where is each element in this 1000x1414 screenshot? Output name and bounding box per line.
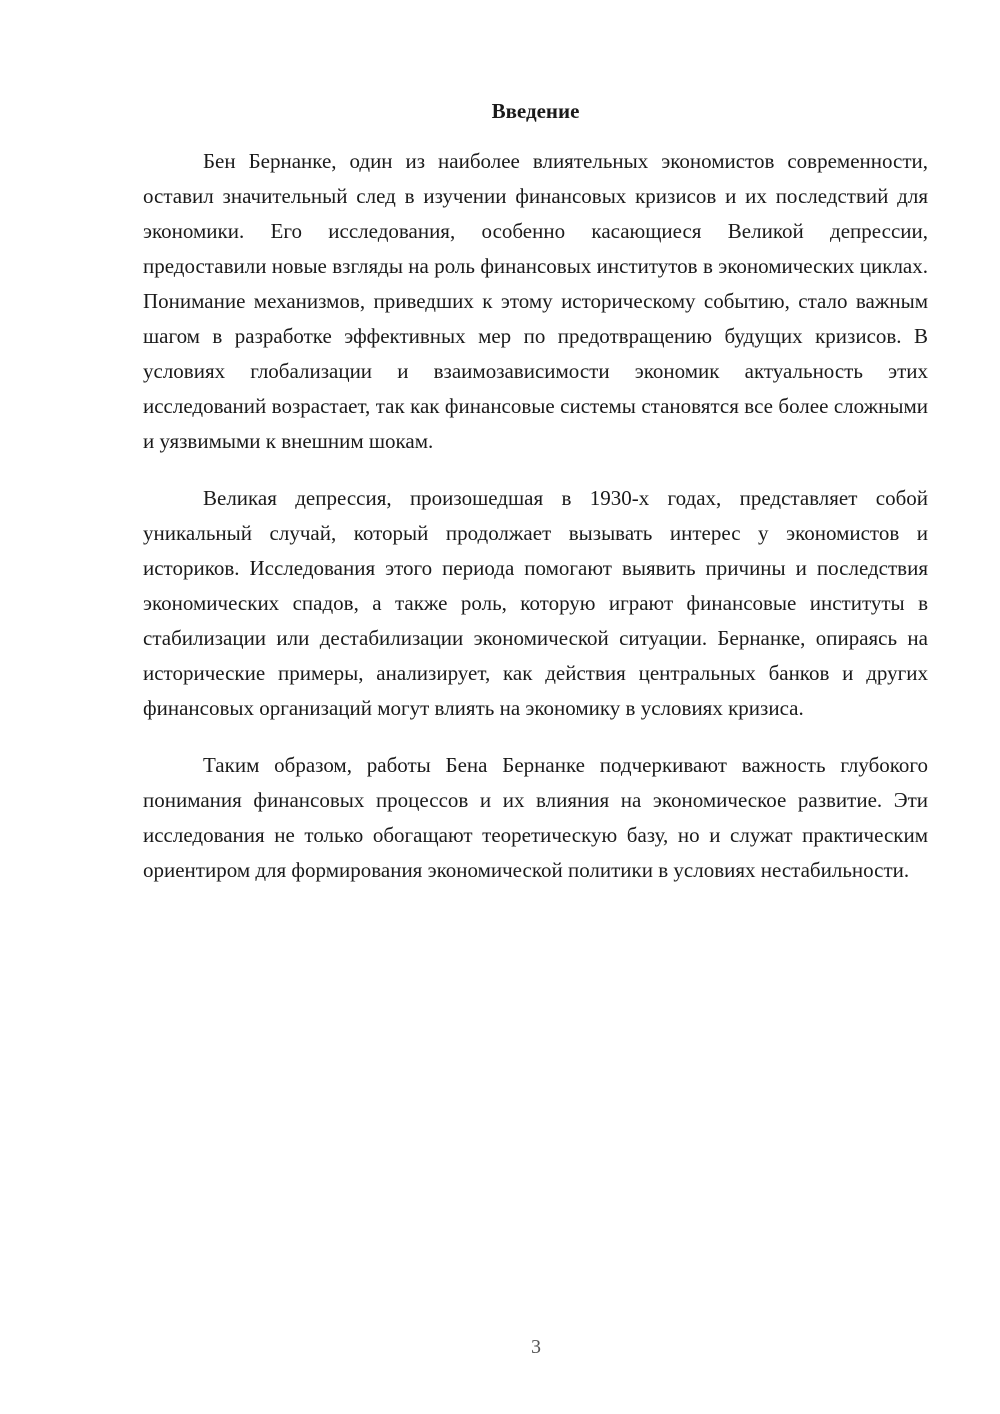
section-title: Введение	[491, 99, 580, 123]
paragraph-1: Бен Бернанке, один из наиболее влиятельных экономистов современности, оставил значительный след в изучении финансовых кризисов и их последствий для экономики. Его исследования, особенно касающиеся Великой депрессии, предоставили новые взгляды на роль финансовых институтов в экономических циклах. Понимание механизмов, приведших к этому историческому событию, стало важным шагом в разработке эффективных мер по предотвращению будущих кризисов. В условиях глобализации и взаимозависимости экономик актуальность этих исследований возрастает, так как финансовые системы становятся все более сложными и уязвимыми к внешним шокам.	[143, 149, 928, 453]
body-text	[143, 144, 928, 910]
paragraph-2: Великая депрессия, произошедшая в 1930-х годах, представляет собой уникальный случай, который продолжает вызывать интерес у экономистов и историков. Исследования этого периода помогают выявить причины и последствия экономических спадов, а также роль, которую играют финансовые институты в стабилизации или дестабилизации экономической ситуации. Бернанке, опираясь на исторические примеры, анализирует, как действия центральных банков и других финансовых организаций могут влиять на экономику в условиях кризиса.	[143, 486, 928, 720]
paragraph-3: Таким образом, работы Бена Бернанке подчеркивают важность глубокого понимания финансовых процессов и их влияния на экономическое развитие. Эти исследования не только обогащают теоретическую базу, но и служат практическим ориентиром для формирования экономической политики в условиях нестабильности.	[143, 753, 928, 882]
page-number: 3	[531, 1336, 541, 1358]
